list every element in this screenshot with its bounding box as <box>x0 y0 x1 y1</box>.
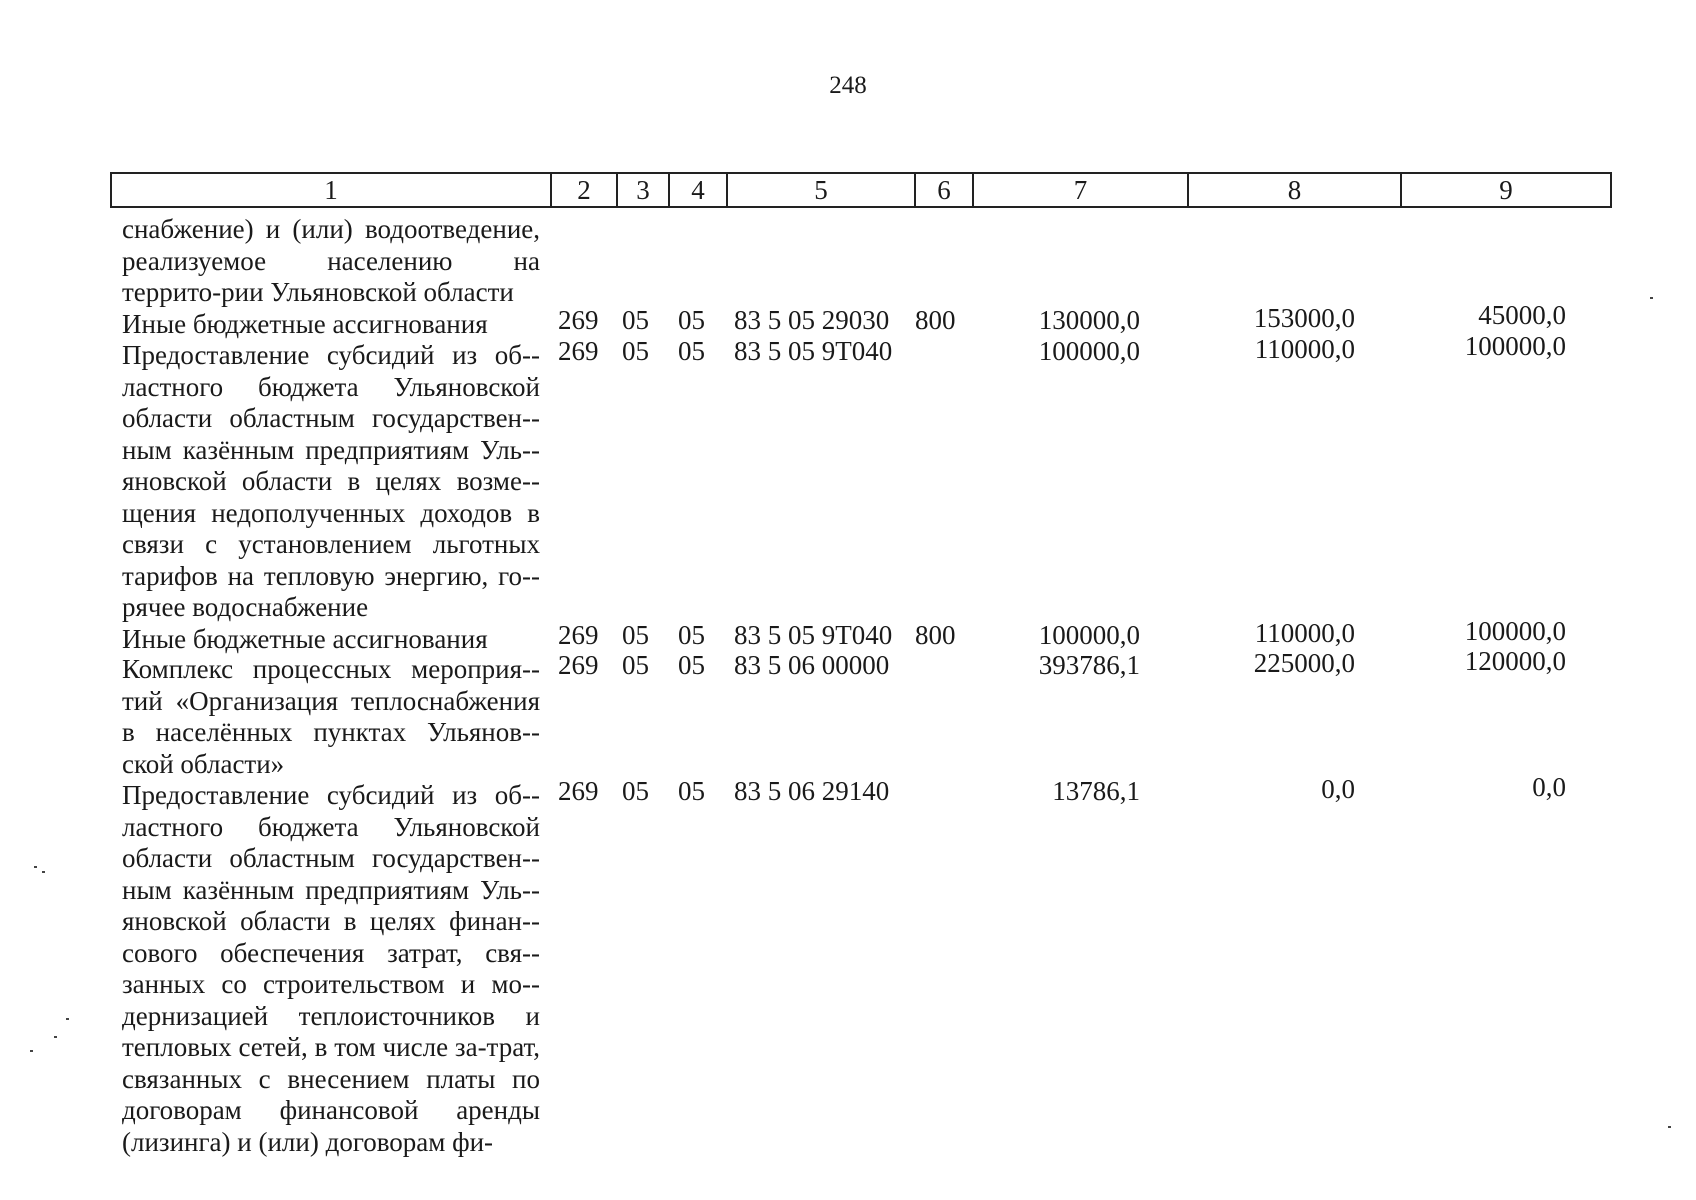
cell-col7: 13786,1 <box>1052 776 1140 806</box>
scan-speck <box>34 866 37 868</box>
cell-col8: 0,0 <box>1321 774 1355 804</box>
cell-col8: 153000,0 <box>1253 303 1355 333</box>
scan-speck <box>30 1050 33 1052</box>
scan-speck <box>54 1036 57 1038</box>
column-header-table <box>110 172 1612 208</box>
cell-col9: 100000,0 <box>1464 616 1566 646</box>
column-header-7: 7 <box>973 173 1188 207</box>
cell-col9: 0,0 <box>1532 772 1566 802</box>
cell-col9: 120000,0 <box>1464 646 1566 676</box>
cell-col7: 393786,1 <box>1038 650 1140 680</box>
cell-col3: 05 <box>622 305 649 335</box>
cell-col4: 05 <box>678 336 705 366</box>
row-description: снабжение) и (или) водоотведение, реализуемое населению на террито-рии Ульяновской области <box>122 214 540 307</box>
cell-col4: 05 <box>678 620 705 650</box>
page-number: 248 <box>829 72 867 99</box>
cell-col4: 05 <box>678 650 705 680</box>
row-description: Иные бюджетные ассигнования <box>122 309 488 339</box>
row-description: Комплекс процессных мероприя-тий «Организация теплоснабжения в населённых пунктах Ульянов-ской области» <box>122 654 540 779</box>
cell-col5: 83 5 06 00000 <box>734 650 890 680</box>
cell-col6: 800 <box>915 620 956 650</box>
scan-speck <box>66 1018 69 1020</box>
cell-col4: 05 <box>678 776 705 806</box>
cell-col6: 800 <box>915 305 956 335</box>
row-description: Иные бюджетные ассигнования <box>122 624 488 654</box>
cell-col7: 100000,0 <box>1038 336 1140 366</box>
column-header-row <box>111 173 1611 207</box>
cell-col5: 83 5 05 29030 <box>734 305 890 335</box>
cell-col5: 83 5 05 9Т040 <box>734 336 893 366</box>
cell-col3: 05 <box>622 776 649 806</box>
cell-col2: 269 <box>558 336 599 366</box>
column-header-1: 1 <box>111 173 551 207</box>
cell-col9: 100000,0 <box>1464 331 1566 361</box>
cell-col7: 130000,0 <box>1038 305 1140 335</box>
cell-col3: 05 <box>622 336 649 366</box>
column-header-4: 4 <box>669 173 727 207</box>
cell-col2: 269 <box>558 305 599 335</box>
cell-col5: 83 5 05 9Т040 <box>734 620 893 650</box>
cell-col2: 269 <box>558 650 599 680</box>
row-description: Предоставление субсидий из об-ластного бюджета Ульяновской области областным государствен-ным казённым предприятиям Уль-яновской области в целях финан-сового обеспечения затрат, свя-занных со строительством и мо-дернизацией теплоисточников и тепловых сетей, в том числе за-трат, связанных с внесением платы по договорам финансовой аренды (лизинга) и (или) договорам фи- <box>122 780 540 1157</box>
cell-col3: 05 <box>622 650 649 680</box>
column-header-6: 6 <box>915 173 973 207</box>
cell-col9: 45000,0 <box>1478 300 1566 330</box>
cell-col8: 110000,0 <box>1254 618 1355 648</box>
cell-col8: 225000,0 <box>1253 648 1355 678</box>
row-description: Предоставление субсидий из об-ластного бюджета Ульяновской области областным государствен-ным казённым предприятиям Уль-яновской области в целях возме-щения недополученных доходов в связи с установлением льготных тарифов на тепловую энергию, го-рячее водоснабжение <box>122 340 540 622</box>
cell-col7: 100000,0 <box>1038 620 1140 650</box>
cell-col5: 83 5 06 29140 <box>734 776 890 806</box>
scan-speck <box>42 871 45 873</box>
cell-col4: 05 <box>678 305 705 335</box>
column-header-5: 5 <box>727 173 915 207</box>
cell-col8: 110000,0 <box>1254 334 1355 364</box>
column-header-2: 2 <box>551 173 617 207</box>
column-header-3: 3 <box>617 173 669 207</box>
cell-col2: 269 <box>558 776 599 806</box>
column-header-8: 8 <box>1188 173 1401 207</box>
column-header-9: 9 <box>1401 173 1611 207</box>
cell-col3: 05 <box>622 620 649 650</box>
scan-speck <box>1668 1126 1671 1128</box>
cell-col2: 269 <box>558 620 599 650</box>
scan-speck <box>1650 297 1653 299</box>
